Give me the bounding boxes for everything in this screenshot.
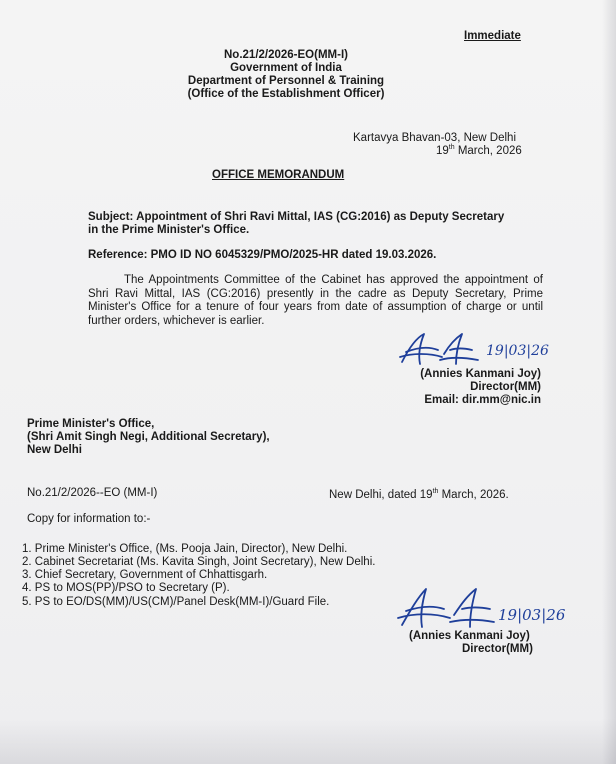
handwritten-signature-2: [396, 585, 496, 631]
government-name: Government of India: [230, 62, 342, 74]
body-text: The Appointments Committee of the Cabinet has approved the appointment of Shri Ravi Mittal, IAS (CG:2016) presently in the cadre as Deputy Secretary, Prime Minister's Office for a tenure of four years from date of assumption of charge or until further orders, whichever is earlier.: [88, 274, 543, 327]
handwritten-signature-1: [398, 330, 480, 368]
department-name: Department of Personnel & Training: [187, 75, 385, 87]
signatory-name-2: (Annies Kanmani Joy): [409, 630, 530, 642]
subject-line-1: Subject: Appointment of Shri Ravi Mittal, IAS (CG:2016) as Deputy Secretary: [88, 211, 505, 223]
copy-to-heading: Copy for information to:-: [27, 513, 151, 525]
page-edge-shadow: [602, 0, 616, 764]
file-number: No.21/2/2026-EO(MM-I): [224, 49, 348, 61]
signature-1: [398, 330, 480, 368]
handwritten-date-1: 19|03|26: [486, 343, 549, 359]
body-paragraph: [88, 274, 543, 328]
reference-line: Reference: PMO ID NO 6045329/PMO/2025-HR dated 19.03.2026.: [88, 249, 437, 261]
addressee-line-1: Prime Minister's Office,: [27, 418, 155, 430]
issue-date: 19th March, 2026: [436, 144, 522, 157]
document-title: OFFICE MEMORANDUM: [212, 169, 345, 181]
copy-list-item: 2. Cabinet Secretariat (Ms. Kavita Singh, Joint Secretary), New Delhi.: [22, 556, 376, 568]
copy-list-item: 5. PS to EO/DS(MM)/US(CM)/Panel Desk(MM-I)/Guard File.: [22, 596, 330, 608]
signatory-email: Email: dir.mm@nic.in: [424, 394, 541, 406]
office-name: (Office of the Establishment Officer): [187, 88, 385, 100]
signature-2: [396, 585, 496, 631]
copy-date: New Delhi, dated 19th March, 2026.: [329, 488, 509, 501]
signatory-designation-1: Director(MM): [470, 381, 541, 393]
issue-place: Kartavya Bhavan-03, New Delhi: [353, 132, 516, 144]
priority-label: Immediate: [464, 30, 521, 42]
copy-list-item: 1. Prime Minister's Office, (Ms. Pooja Jain, Director), New Delhi.: [22, 543, 348, 555]
addressee-line-2: (Shri Amit Singh Negi, Additional Secretary),: [27, 431, 270, 443]
handwritten-date-2: 19|03|26: [498, 606, 566, 624]
signatory-designation-2: Director(MM): [462, 643, 533, 655]
copy-list-item: 4. PS to MOS(PP)/PSO to Secretary (P).: [22, 582, 230, 594]
page-bottom-shadow: [0, 718, 616, 764]
copy-list-item: 3. Chief Secretary, Government of Chhattisgarh.: [22, 569, 268, 581]
signatory-name-1: (Annies Kanmani Joy): [420, 368, 541, 380]
subject-line-2: in the Prime Minister's Office.: [88, 224, 250, 236]
addressee-line-3: New Delhi: [27, 444, 82, 456]
copy-file-number: No.21/2/2026--EO (MM-I): [27, 487, 158, 499]
